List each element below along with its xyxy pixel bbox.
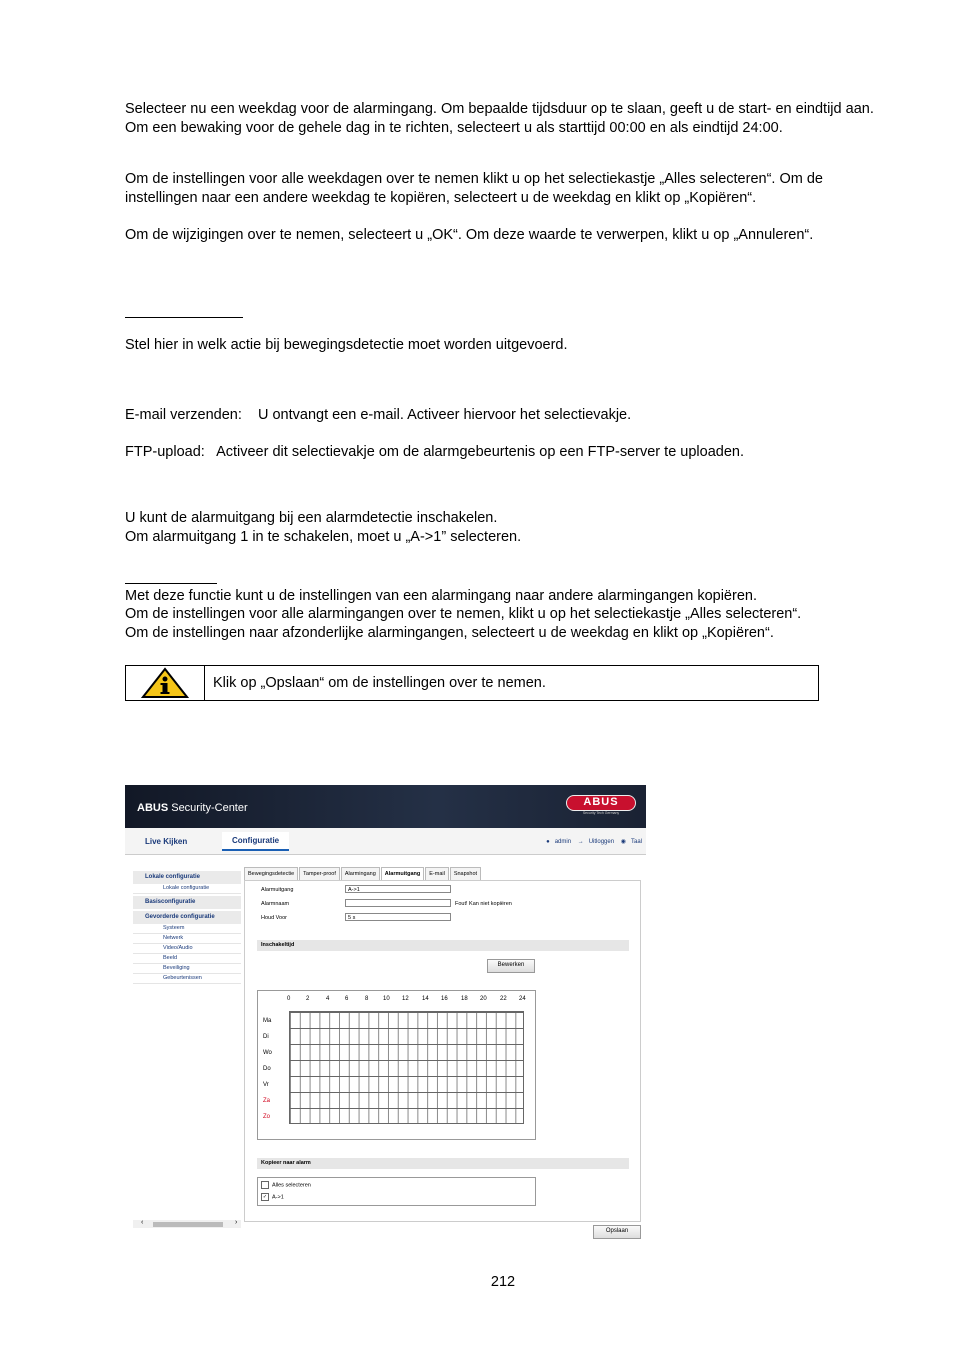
alarm-output-label: Alarmuitgang: [261, 887, 294, 893]
security-center-screenshot: [125, 785, 646, 1240]
sidebar-item-security[interactable]: Beveiliging: [133, 964, 241, 974]
copy-target-checkbox[interactable]: ✓: [262, 1194, 268, 1200]
hour-label: 16: [441, 996, 448, 1002]
day-label: Wo: [263, 1050, 272, 1056]
day-label: Ma: [263, 1018, 272, 1024]
paragraph-copy-1: Met deze functie kunt u de instellingen van een alarmingang naar andere alarmingangen kopiëren.: [125, 588, 757, 604]
language-link[interactable]: Taal: [630, 839, 642, 845]
tab-tamper[interactable]: Tamper-proof: [299, 867, 340, 880]
scroll-right-icon[interactable]: ›: [235, 1219, 238, 1226]
hold-label: Houd Voor: [261, 915, 287, 921]
app-title: ABUS Security-Center: [137, 802, 248, 814]
globe-icon: ◉: [620, 839, 626, 845]
hour-label: 18: [461, 996, 468, 1002]
section-heading-underline: [125, 583, 217, 584]
select-all-checkbox[interactable]: [261, 1181, 269, 1189]
day-label: Do: [263, 1066, 271, 1072]
tab-motion[interactable]: Bewegingsdetectie: [244, 867, 298, 880]
hour-label: 20: [480, 996, 487, 1002]
copy-target-list: [257, 1177, 536, 1206]
note-box: [125, 665, 819, 701]
hold-select[interactable]: 5 s: [345, 913, 451, 921]
paragraph-email: E-mail verzenden: U ontvangt een e-mail. Activeer hiervoor het selectievakje.: [125, 407, 632, 423]
app-header: [125, 785, 646, 828]
tab-configuration[interactable]: Configuratie: [222, 832, 289, 851]
sidebar-item-system[interactable]: Systeem: [133, 924, 241, 934]
select-all-label: Alles selecteren: [272, 1182, 311, 1189]
sidebar-local-config-item[interactable]: Lokale configuratie: [133, 884, 241, 894]
tab-alarm-output[interactable]: Alarmuitgang: [381, 867, 424, 880]
scroll-left-icon[interactable]: ‹: [141, 1219, 144, 1226]
hour-label: 14: [422, 996, 429, 1002]
hour-label: 24: [519, 996, 526, 1002]
hour-label: 22: [500, 996, 507, 1002]
paragraph-time-schedule: Selecteer nu een weekdag voor de alarmingang. Om bepaalde tijdsduur op te slaan, geeft u de start- en eindtijd aan. Om een bewaking voor de gehele dag in te richten, selecteert u als starttijd 00:00 en als eindtijd 24:00.: [125, 101, 874, 136]
edit-button[interactable]: Bewerken: [487, 959, 535, 973]
sidebar-item-network[interactable]: Netwerk: [133, 934, 241, 944]
copy-target-label: A->1: [272, 1194, 284, 1201]
section-heading-underline: [125, 317, 243, 318]
sidebar-item-video-audio[interactable]: Video/Audio: [133, 944, 241, 954]
select-all-row[interactable]: [261, 1181, 311, 1189]
alarm-name-label: Alarmnaam: [261, 901, 290, 907]
copy-target-row[interactable]: [261, 1193, 284, 1201]
day-label-weekend: Zo: [263, 1114, 271, 1120]
hour-label: 6: [345, 996, 349, 1002]
paragraph-copy-weekdays: Om de instellingen voor alle weekdagen over te nemen klikt u op het selectiekastje „Alles selecteren“. Om de instellingen naar een andere weekdag te kopiëren, selecteert u de weekdag en klikt op „Kopiëren“.: [125, 171, 823, 206]
tab-snapshot[interactable]: Snapshot: [450, 867, 481, 880]
sidebar-basic-config[interactable]: Basisconfiguratie: [133, 896, 241, 909]
hour-label: 2: [306, 996, 310, 1002]
note-text: Klik op „Opslaan“ om de instellingen over te nemen.: [213, 675, 546, 691]
alarm-name-hint: Fout! Kan niet kopiëren: [455, 901, 512, 907]
scroll-thumb[interactable]: [153, 1222, 223, 1227]
section-schedule: Inschakeltijd: [257, 940, 629, 951]
paragraph-copy-3: Om de instellingen naar afzonderlijke alarmingangen, selecteert u de weekdag en klikt op „Kopiëren“.: [125, 625, 774, 641]
top-nav: [125, 828, 646, 855]
user-menu: [541, 838, 642, 845]
logout-link[interactable]: Uitloggen: [588, 839, 615, 845]
hour-label: 4: [326, 996, 330, 1002]
info-warning-icon: [126, 666, 205, 700]
admin-link[interactable]: admin: [554, 839, 572, 845]
alarm-output-select[interactable]: A->1: [345, 885, 451, 893]
sidebar-local-config[interactable]: Lokale configuratie: [133, 871, 241, 884]
user-icon: ●: [546, 839, 550, 845]
event-tabs: [244, 867, 482, 880]
save-button[interactable]: Opslaan: [593, 1225, 641, 1239]
hour-label: 0: [287, 996, 291, 1002]
logout-icon: →: [577, 839, 584, 845]
paragraph-copy-2: Om de instellingen voor alle alarmingangen over te nemen, klikt u op het selectiekastje „Alles selecteren“.: [125, 606, 802, 622]
hour-label: 8: [365, 996, 369, 1002]
page-number: 212: [490, 1274, 516, 1290]
paragraph-alarm-output-2: Om alarmuitgang 1 in te schakelen, moet u „A->1” selecteren.: [125, 529, 522, 545]
day-label-weekend: Za: [263, 1098, 271, 1104]
sidebar-item-image[interactable]: Beeld: [133, 954, 241, 964]
paragraph-action-intro: Stel hier in welk actie bij bewegingsdetectie moet worden uitgevoerd.: [125, 337, 568, 353]
schedule-box: [257, 990, 536, 1140]
abus-logo: ABUS Security Tech Germany: [566, 795, 636, 815]
paragraph-ok-cancel: Om de wijzigingen over te nemen, selecteert u „OK“. Om deze waarde te verwerpen, klikt u op „Annuleren“.: [125, 227, 814, 243]
sidebar-advanced-config[interactable]: Gevorderde configuratie: [133, 911, 241, 924]
paragraph-ftp: FTP-upload: Activeer dit selectievakje om de alarmgebeurtenis op een FTP-server te uploaden.: [125, 444, 744, 460]
hour-label: 10: [383, 996, 390, 1002]
paragraph-alarm-output-1: U kunt de alarmuitgang bij een alarmdetectie inschakelen.: [125, 510, 498, 526]
hour-label: 12: [402, 996, 409, 1002]
section-copy-alarm: Kopieer naar alarm: [257, 1158, 629, 1169]
day-label: Vr: [263, 1082, 269, 1088]
sidebar-item-events[interactable]: Gebeurtenissen: [133, 974, 241, 984]
main-content: [244, 867, 641, 1221]
tab-live[interactable]: Live Kijken: [145, 837, 188, 846]
alarm-name-input[interactable]: [345, 899, 451, 907]
sidebar-scrollbar[interactable]: [133, 1220, 241, 1228]
day-labels: [263, 1013, 272, 1125]
schedule-grid[interactable]: [289, 1011, 524, 1124]
day-label: Di: [263, 1034, 269, 1040]
tab-alarm-input[interactable]: Alarmingang: [341, 867, 380, 880]
tab-email[interactable]: E-mail: [425, 867, 449, 880]
sidebar: [133, 869, 241, 984]
alarm-output-panel: [244, 880, 641, 1222]
